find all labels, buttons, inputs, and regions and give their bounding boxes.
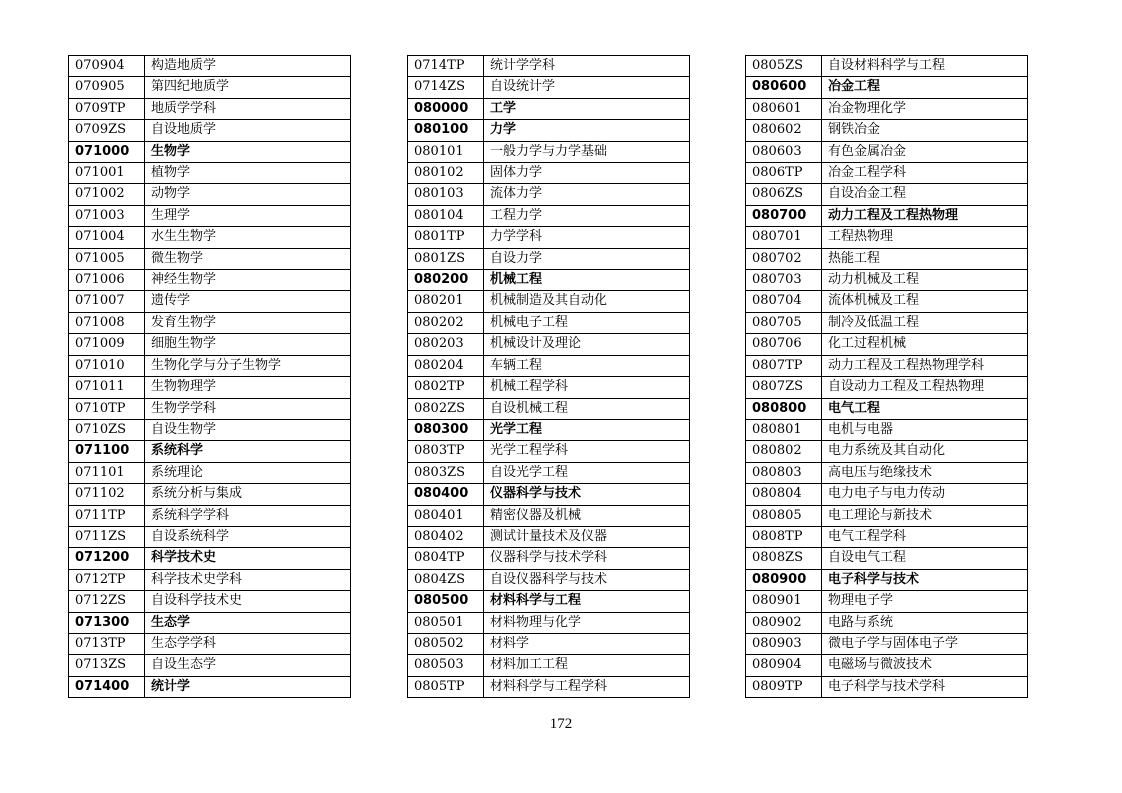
discipline-code: 080704 bbox=[746, 291, 822, 312]
discipline-code: 070905 bbox=[69, 77, 145, 98]
discipline-name: 自设冶金工程 bbox=[822, 184, 1028, 205]
discipline-name: 机械工程 bbox=[484, 270, 690, 291]
discipline-name: 光学工程学科 bbox=[484, 441, 690, 462]
table-row bbox=[69, 205, 351, 226]
discipline-code: 080400 bbox=[408, 484, 484, 505]
table-row bbox=[746, 120, 1028, 141]
discipline-name: 自设动力工程及工程热物理 bbox=[822, 377, 1028, 398]
discipline-code: 080103 bbox=[408, 184, 484, 205]
discipline-code: 0711ZS bbox=[69, 526, 145, 547]
table-row bbox=[746, 205, 1028, 226]
table-row bbox=[69, 77, 351, 98]
discipline-code: 0805TP bbox=[408, 676, 484, 697]
discipline-name: 水生生物学 bbox=[145, 227, 351, 248]
discipline-name: 统计学学科 bbox=[484, 56, 690, 77]
discipline-name: 材料科学与工程学科 bbox=[484, 676, 690, 697]
table-row bbox=[69, 227, 351, 248]
discipline-name: 生物化学与分子生物学 bbox=[145, 355, 351, 376]
discipline-code: 080300 bbox=[408, 419, 484, 440]
discipline-name: 科学技术史学科 bbox=[145, 569, 351, 590]
table-row bbox=[69, 141, 351, 162]
discipline-table-middle bbox=[407, 55, 690, 698]
discipline-name: 自设生物学 bbox=[145, 419, 351, 440]
discipline-name: 自设地质学 bbox=[145, 120, 351, 141]
discipline-name: 自设光学工程 bbox=[484, 462, 690, 483]
discipline-name: 固体力学 bbox=[484, 163, 690, 184]
table-row bbox=[408, 120, 690, 141]
table-row bbox=[746, 334, 1028, 355]
table-row bbox=[69, 312, 351, 333]
table-row bbox=[746, 676, 1028, 697]
discipline-name: 电磁场与微波技术 bbox=[822, 655, 1028, 676]
table-row bbox=[408, 77, 690, 98]
table-row bbox=[69, 462, 351, 483]
table-row bbox=[746, 312, 1028, 333]
table-row bbox=[69, 548, 351, 569]
table-row bbox=[746, 462, 1028, 483]
table-row bbox=[408, 419, 690, 440]
table-row bbox=[746, 419, 1028, 440]
table-row bbox=[408, 270, 690, 291]
discipline-code: 080800 bbox=[746, 398, 822, 419]
discipline-name: 电力系统及其自动化 bbox=[822, 441, 1028, 462]
discipline-code: 080503 bbox=[408, 655, 484, 676]
discipline-name: 自设统计学 bbox=[484, 77, 690, 98]
discipline-code: 080200 bbox=[408, 270, 484, 291]
table-row bbox=[408, 205, 690, 226]
discipline-code: 080603 bbox=[746, 141, 822, 162]
discipline-name: 热能工程 bbox=[822, 248, 1028, 269]
discipline-table-right bbox=[745, 55, 1028, 698]
discipline-name: 自设力学 bbox=[484, 248, 690, 269]
discipline-name: 生态学学科 bbox=[145, 633, 351, 654]
discipline-code: 071005 bbox=[69, 248, 145, 269]
table-row bbox=[408, 163, 690, 184]
discipline-code: 071000 bbox=[69, 141, 145, 162]
discipline-code: 0806TP bbox=[746, 163, 822, 184]
discipline-name: 电路与系统 bbox=[822, 612, 1028, 633]
discipline-name: 有色金属冶金 bbox=[822, 141, 1028, 162]
table-row bbox=[746, 270, 1028, 291]
discipline-code: 071400 bbox=[69, 676, 145, 697]
discipline-name: 制冷及低温工程 bbox=[822, 312, 1028, 333]
discipline-code: 0713ZS bbox=[69, 655, 145, 676]
discipline-code: 0711TP bbox=[69, 505, 145, 526]
discipline-name: 生理学 bbox=[145, 205, 351, 226]
discipline-name: 系统理论 bbox=[145, 462, 351, 483]
discipline-name: 自设仪器科学与技术 bbox=[484, 569, 690, 590]
discipline-name: 材料加工工程 bbox=[484, 655, 690, 676]
discipline-code: 080804 bbox=[746, 484, 822, 505]
discipline-name: 电力电子与电力传动 bbox=[822, 484, 1028, 505]
table-row bbox=[746, 569, 1028, 590]
discipline-name: 材料物理与化学 bbox=[484, 612, 690, 633]
discipline-name: 机械制造及其自动化 bbox=[484, 291, 690, 312]
table-row bbox=[746, 227, 1028, 248]
discipline-code: 0714ZS bbox=[408, 77, 484, 98]
table-row bbox=[746, 291, 1028, 312]
table-row bbox=[746, 98, 1028, 119]
table-row bbox=[69, 355, 351, 376]
discipline-name: 系统分析与集成 bbox=[145, 484, 351, 505]
discipline-code: 071200 bbox=[69, 548, 145, 569]
discipline-code: 080600 bbox=[746, 77, 822, 98]
discipline-name: 流体机械及工程 bbox=[822, 291, 1028, 312]
discipline-name: 精密仪器及机械 bbox=[484, 505, 690, 526]
table-row bbox=[69, 441, 351, 462]
discipline-code: 080903 bbox=[746, 633, 822, 654]
table-row bbox=[408, 98, 690, 119]
discipline-name: 微生物学 bbox=[145, 248, 351, 269]
discipline-code: 080602 bbox=[746, 120, 822, 141]
table-row bbox=[746, 484, 1028, 505]
discipline-code: 071001 bbox=[69, 163, 145, 184]
table-row bbox=[69, 270, 351, 291]
discipline-code: 0710TP bbox=[69, 398, 145, 419]
discipline-code: 080904 bbox=[746, 655, 822, 676]
discipline-code: 071008 bbox=[69, 312, 145, 333]
discipline-code: 080000 bbox=[408, 98, 484, 119]
table-row bbox=[69, 334, 351, 355]
discipline-code: 0807TP bbox=[746, 355, 822, 376]
table-row bbox=[408, 676, 690, 697]
discipline-code: 080204 bbox=[408, 355, 484, 376]
discipline-code: 080801 bbox=[746, 419, 822, 440]
table-row bbox=[69, 291, 351, 312]
table-row bbox=[408, 398, 690, 419]
discipline-name: 机械工程学科 bbox=[484, 377, 690, 398]
table-row bbox=[408, 569, 690, 590]
discipline-code: 080703 bbox=[746, 270, 822, 291]
table-row bbox=[408, 312, 690, 333]
discipline-code: 080402 bbox=[408, 526, 484, 547]
table-row bbox=[408, 141, 690, 162]
discipline-code: 080401 bbox=[408, 505, 484, 526]
discipline-name: 动力机械及工程 bbox=[822, 270, 1028, 291]
table-row bbox=[69, 505, 351, 526]
table-row bbox=[69, 163, 351, 184]
page-number: 172 bbox=[549, 716, 573, 732]
discipline-name: 动力工程及工程热物理 bbox=[822, 205, 1028, 226]
discipline-code: 0709TP bbox=[69, 98, 145, 119]
discipline-name: 钢铁冶金 bbox=[822, 120, 1028, 141]
discipline-code: 080500 bbox=[408, 591, 484, 612]
discipline-name: 力学学科 bbox=[484, 227, 690, 248]
discipline-name: 化工过程机械 bbox=[822, 334, 1028, 355]
discipline-code: 0709ZS bbox=[69, 120, 145, 141]
discipline-code: 0807ZS bbox=[746, 377, 822, 398]
discipline-code: 080101 bbox=[408, 141, 484, 162]
discipline-name: 生态学 bbox=[145, 612, 351, 633]
discipline-code: 0804TP bbox=[408, 548, 484, 569]
discipline-name: 材料科学与工程 bbox=[484, 591, 690, 612]
table-row bbox=[746, 526, 1028, 547]
discipline-name: 动力工程及工程热物理学科 bbox=[822, 355, 1028, 376]
table-row bbox=[69, 612, 351, 633]
discipline-name: 发育生物学 bbox=[145, 312, 351, 333]
discipline-code: 0808ZS bbox=[746, 548, 822, 569]
discipline-name: 光学工程 bbox=[484, 419, 690, 440]
table-row bbox=[408, 377, 690, 398]
discipline-code: 071003 bbox=[69, 205, 145, 226]
discipline-name: 电气工程学科 bbox=[822, 526, 1028, 547]
discipline-code: 080203 bbox=[408, 334, 484, 355]
table-row bbox=[69, 526, 351, 547]
discipline-name: 仪器科学与技术 bbox=[484, 484, 690, 505]
discipline-name: 遗传学 bbox=[145, 291, 351, 312]
discipline-name: 电子科学与技术 bbox=[822, 569, 1028, 590]
table-row bbox=[69, 484, 351, 505]
discipline-name: 高电压与绝缘技术 bbox=[822, 462, 1028, 483]
discipline-name: 第四纪地质学 bbox=[145, 77, 351, 98]
discipline-name: 一般力学与力学基础 bbox=[484, 141, 690, 162]
discipline-code: 080802 bbox=[746, 441, 822, 462]
table-row bbox=[69, 419, 351, 440]
discipline-name: 神经生物学 bbox=[145, 270, 351, 291]
discipline-code: 071007 bbox=[69, 291, 145, 312]
table-row bbox=[69, 377, 351, 398]
discipline-code: 0712TP bbox=[69, 569, 145, 590]
discipline-name: 仪器科学与技术学科 bbox=[484, 548, 690, 569]
table-row bbox=[408, 291, 690, 312]
table-row bbox=[408, 462, 690, 483]
discipline-code: 071010 bbox=[69, 355, 145, 376]
discipline-name: 生物物理学 bbox=[145, 377, 351, 398]
discipline-name: 构造地质学 bbox=[145, 56, 351, 77]
discipline-code: 080502 bbox=[408, 633, 484, 654]
discipline-name: 车辆工程 bbox=[484, 355, 690, 376]
table-row bbox=[746, 548, 1028, 569]
discipline-code: 0712ZS bbox=[69, 591, 145, 612]
table-row bbox=[69, 655, 351, 676]
table-row bbox=[408, 227, 690, 248]
table-row bbox=[746, 184, 1028, 205]
discipline-code: 080701 bbox=[746, 227, 822, 248]
table-row bbox=[69, 398, 351, 419]
table-row bbox=[408, 548, 690, 569]
discipline-code: 0801ZS bbox=[408, 248, 484, 269]
table-row bbox=[408, 441, 690, 462]
table-row bbox=[69, 676, 351, 697]
table-row bbox=[746, 141, 1028, 162]
discipline-code: 071004 bbox=[69, 227, 145, 248]
discipline-name: 动物学 bbox=[145, 184, 351, 205]
discipline-name: 电工理论与新技术 bbox=[822, 505, 1028, 526]
table-row bbox=[408, 612, 690, 633]
discipline-code: 0802ZS bbox=[408, 398, 484, 419]
discipline-name: 微电子学与固体电子学 bbox=[822, 633, 1028, 654]
discipline-code: 0714TP bbox=[408, 56, 484, 77]
discipline-name: 自设材料科学与工程 bbox=[822, 56, 1028, 77]
discipline-name: 电机与电器 bbox=[822, 419, 1028, 440]
discipline-name: 细胞生物学 bbox=[145, 334, 351, 355]
discipline-name: 工程力学 bbox=[484, 205, 690, 226]
table-row bbox=[746, 248, 1028, 269]
discipline-name: 材料学 bbox=[484, 633, 690, 654]
discipline-code: 070904 bbox=[69, 56, 145, 77]
discipline-code: 080805 bbox=[746, 505, 822, 526]
discipline-code: 080902 bbox=[746, 612, 822, 633]
discipline-code: 071002 bbox=[69, 184, 145, 205]
discipline-name: 冶金物理化学 bbox=[822, 98, 1028, 119]
discipline-code: 0809TP bbox=[746, 676, 822, 697]
discipline-code: 080706 bbox=[746, 334, 822, 355]
table-row bbox=[69, 569, 351, 590]
discipline-name: 系统科学学科 bbox=[145, 505, 351, 526]
discipline-name: 自设机械工程 bbox=[484, 398, 690, 419]
discipline-name: 工学 bbox=[484, 98, 690, 119]
discipline-code: 071100 bbox=[69, 441, 145, 462]
table-row bbox=[746, 655, 1028, 676]
discipline-name: 自设电气工程 bbox=[822, 548, 1028, 569]
discipline-code: 071300 bbox=[69, 612, 145, 633]
discipline-name: 流体力学 bbox=[484, 184, 690, 205]
table-row bbox=[69, 248, 351, 269]
table-row bbox=[746, 77, 1028, 98]
discipline-code: 0808TP bbox=[746, 526, 822, 547]
discipline-code: 0713TP bbox=[69, 633, 145, 654]
discipline-name: 冶金工程学科 bbox=[822, 163, 1028, 184]
discipline-code: 0804ZS bbox=[408, 569, 484, 590]
discipline-code: 080201 bbox=[408, 291, 484, 312]
discipline-name: 机械电子工程 bbox=[484, 312, 690, 333]
table-row bbox=[408, 184, 690, 205]
discipline-code: 071101 bbox=[69, 462, 145, 483]
discipline-name: 统计学 bbox=[145, 676, 351, 697]
discipline-code: 080104 bbox=[408, 205, 484, 226]
discipline-code: 080601 bbox=[746, 98, 822, 119]
discipline-code: 0805ZS bbox=[746, 56, 822, 77]
table-row bbox=[408, 633, 690, 654]
discipline-name: 科学技术史 bbox=[145, 548, 351, 569]
discipline-code: 0806ZS bbox=[746, 184, 822, 205]
discipline-name: 力学 bbox=[484, 120, 690, 141]
table-row bbox=[408, 484, 690, 505]
discipline-code: 071006 bbox=[69, 270, 145, 291]
discipline-code: 080702 bbox=[746, 248, 822, 269]
table-row bbox=[69, 120, 351, 141]
table-row bbox=[408, 526, 690, 547]
table-row bbox=[746, 441, 1028, 462]
discipline-name: 物理电子学 bbox=[822, 591, 1028, 612]
discipline-name: 生物学学科 bbox=[145, 398, 351, 419]
table-row bbox=[746, 505, 1028, 526]
table-row bbox=[746, 56, 1028, 77]
table-row bbox=[69, 633, 351, 654]
table-row bbox=[408, 248, 690, 269]
discipline-code: 080501 bbox=[408, 612, 484, 633]
table-row bbox=[746, 163, 1028, 184]
table-row bbox=[408, 355, 690, 376]
table-row bbox=[69, 98, 351, 119]
discipline-code: 080803 bbox=[746, 462, 822, 483]
table-row bbox=[408, 655, 690, 676]
table-row bbox=[69, 56, 351, 77]
discipline-name: 电子科学与技术学科 bbox=[822, 676, 1028, 697]
discipline-name: 机械设计及理论 bbox=[484, 334, 690, 355]
table-row bbox=[746, 612, 1028, 633]
discipline-table-left bbox=[68, 55, 351, 698]
discipline-code: 0801TP bbox=[408, 227, 484, 248]
discipline-name: 自设系统科学 bbox=[145, 526, 351, 547]
discipline-name: 生物学 bbox=[145, 141, 351, 162]
discipline-code: 071009 bbox=[69, 334, 145, 355]
discipline-name: 地质学学科 bbox=[145, 98, 351, 119]
discipline-name: 冶金工程 bbox=[822, 77, 1028, 98]
discipline-code: 080901 bbox=[746, 591, 822, 612]
table-row bbox=[408, 56, 690, 77]
discipline-name: 工程热物理 bbox=[822, 227, 1028, 248]
discipline-code: 080202 bbox=[408, 312, 484, 333]
discipline-code: 080100 bbox=[408, 120, 484, 141]
discipline-code: 071011 bbox=[69, 377, 145, 398]
discipline-name: 系统科学 bbox=[145, 441, 351, 462]
discipline-code: 080102 bbox=[408, 163, 484, 184]
discipline-code: 0710ZS bbox=[69, 419, 145, 440]
discipline-name: 植物学 bbox=[145, 163, 351, 184]
table-row bbox=[408, 334, 690, 355]
discipline-name: 电气工程 bbox=[822, 398, 1028, 419]
table-row bbox=[746, 377, 1028, 398]
discipline-code: 080700 bbox=[746, 205, 822, 226]
table-row bbox=[746, 355, 1028, 376]
discipline-code: 0803TP bbox=[408, 441, 484, 462]
table-row bbox=[746, 398, 1028, 419]
discipline-code: 0802TP bbox=[408, 377, 484, 398]
discipline-code: 071102 bbox=[69, 484, 145, 505]
table-row bbox=[69, 184, 351, 205]
table-row bbox=[69, 591, 351, 612]
discipline-name: 自设科学技术史 bbox=[145, 591, 351, 612]
table-row bbox=[408, 591, 690, 612]
discipline-code: 080900 bbox=[746, 569, 822, 590]
table-row bbox=[408, 505, 690, 526]
discipline-code: 0803ZS bbox=[408, 462, 484, 483]
discipline-name: 自设生态学 bbox=[145, 655, 351, 676]
table-row bbox=[746, 633, 1028, 654]
discipline-code: 080705 bbox=[746, 312, 822, 333]
table-row bbox=[746, 591, 1028, 612]
discipline-name: 测试计量技术及仪器 bbox=[484, 526, 690, 547]
